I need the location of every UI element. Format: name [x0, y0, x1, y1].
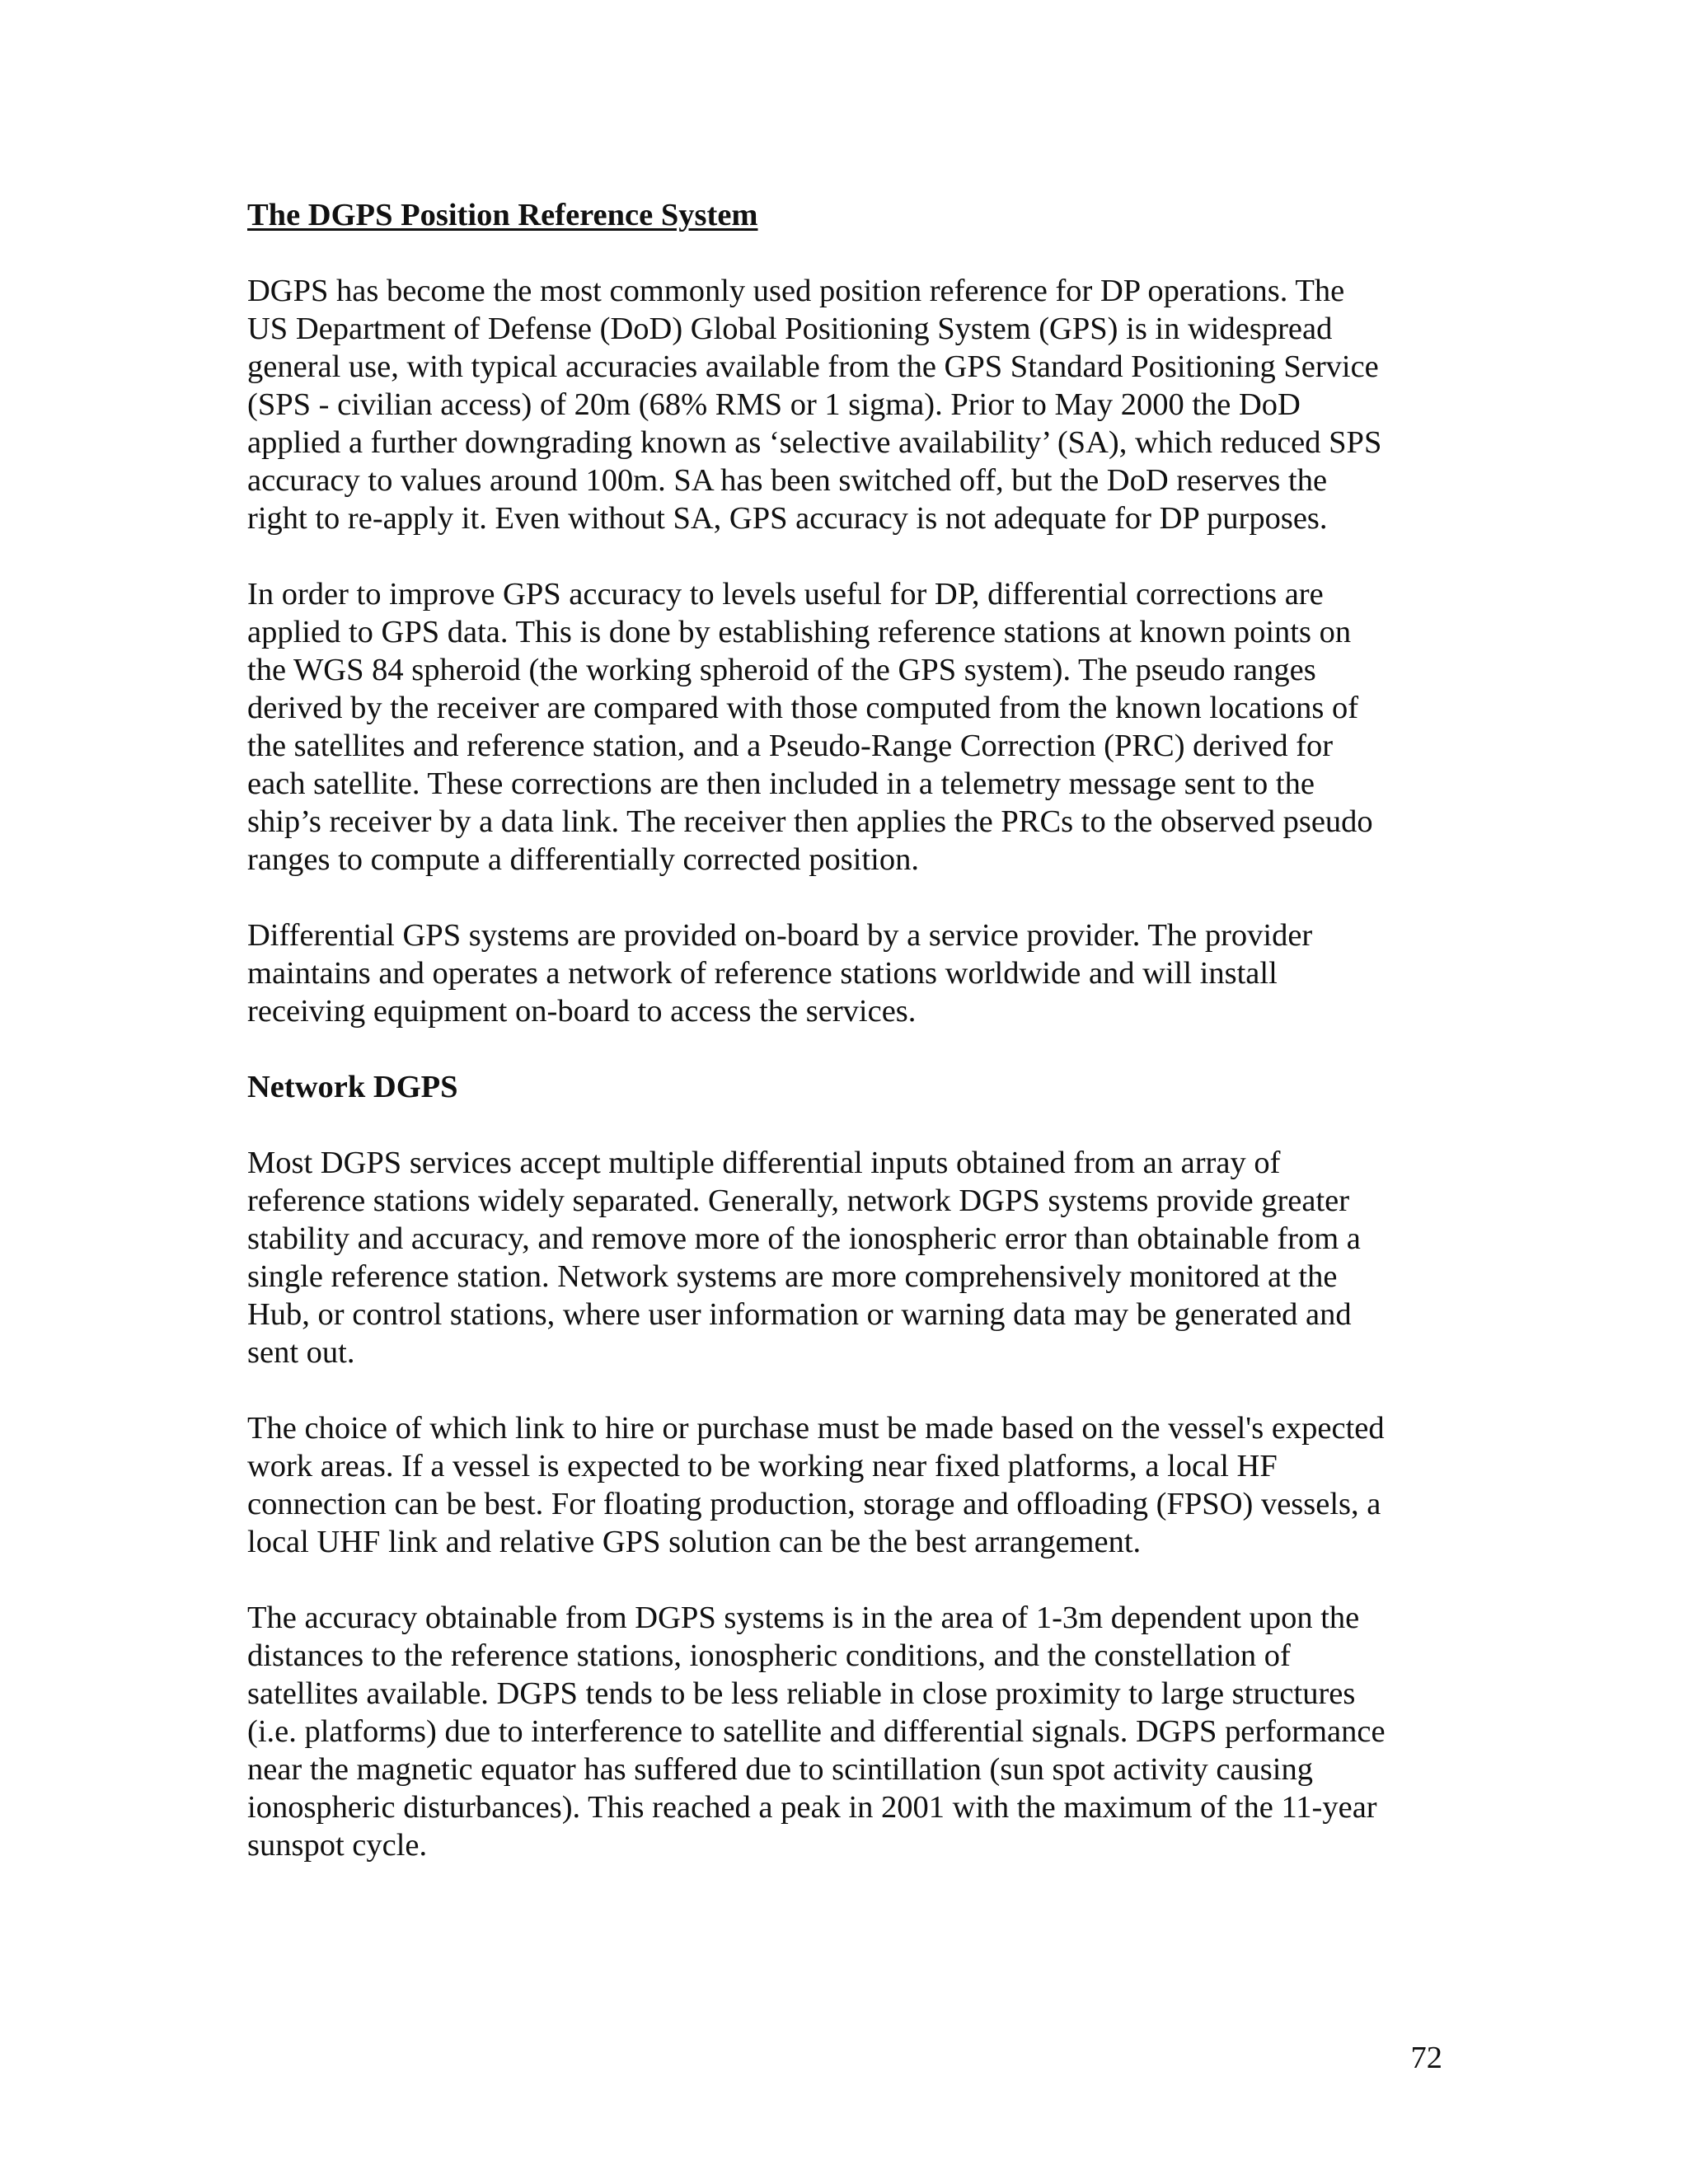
paragraph-line: reference stations widely separated. Generally, network DGPS systems provide greater [247, 1183, 1350, 1218]
paragraph-line: local UHF link and relative GPS solution can be the best arrangement. [247, 1525, 1142, 1559]
paragraph-line: ranges to compute a differentially corrected position. [247, 842, 919, 877]
paragraph-line: work areas. If a vessel is expected to be working near fixed platforms, a local HF [247, 1449, 1278, 1483]
paragraph-line: the WGS 84 spheroid (the working spheroid of the GPS system). The pseudo ranges [247, 653, 1316, 687]
paragraph-line: receiving equipment on-board to access the services. [247, 994, 917, 1029]
section-heading: Network DGPS [247, 1070, 458, 1104]
paragraph-line: sent out. [247, 1335, 355, 1370]
paragraph-line: ionospheric disturbances). This reached a peak in 2001 with the maximum of the 11-year [247, 1790, 1377, 1825]
paragraph-line: right to re-apply it. Even without SA, GPS accuracy is not adequate for DP purposes. [247, 501, 1328, 536]
paragraph [247, 575, 1442, 879]
paragraph-line: In order to improve GPS accuracy to levels useful for DP, differential corrections are [247, 577, 1324, 612]
paragraph-line: (i.e. platforms) due to interference to satellite and differential signals. DGPS performance [247, 1714, 1386, 1749]
paragraph [247, 1144, 1442, 1371]
paragraph-line: The accuracy obtainable from DGPS systems is in the area of 1-3m dependent upon the [247, 1601, 1360, 1635]
paragraph-line: (SPS - civilian access) of 20m (68% RMS or 1 sigma). Prior to May 2000 the DoD [247, 387, 1301, 422]
paragraph-line: near the magnetic equator has suffered due to scintillation (sun spot activity causing [247, 1752, 1313, 1787]
document-body [247, 272, 1442, 1864]
paragraph [247, 916, 1442, 1030]
paragraph-line: US Department of Defense (DoD) Global Positioning System (GPS) is in widespread [247, 312, 1333, 346]
paragraph-line: accuracy to values around 100m. SA has been switched off, but the DoD reserves the [247, 463, 1328, 498]
paragraph-line: applied to GPS data. This is done by establishing reference stations at known points on [247, 615, 1352, 649]
paragraph-line: connection can be best. For floating production, storage and offloading (FPSO) vessels, a [247, 1487, 1381, 1521]
paragraph-line: maintains and operates a network of reference stations worldwide and will install [247, 956, 1278, 991]
paragraph-line: applied a further downgrading known as ‘selective availability’ (SA), which reduced SPS [247, 425, 1382, 460]
paragraph-line: ship’s receiver by a data link. The receiver then applies the PRCs to the observed pseudo [247, 804, 1373, 839]
paragraph-line: Most DGPS services accept multiple differential inputs obtained from an array of [247, 1146, 1281, 1180]
paragraph-line: derived by the receiver are compared with those computed from the known locations of [247, 691, 1359, 725]
paragraph-line: the satellites and reference station, and a Pseudo-Range Correction (PRC) derived for [247, 729, 1334, 763]
paragraph-line: The choice of which link to hire or purchase must be made based on the vessel's expected [247, 1411, 1385, 1446]
paragraph-line: DGPS has become the most commonly used position reference for DP operations. The [247, 274, 1345, 308]
paragraph-line: each satellite. These corrections are then included in a telemetry message sent to the [247, 766, 1315, 801]
document-page [247, 196, 1442, 1864]
paragraph-line: stability and accuracy, and remove more of the ionospheric error than obtainable from a [247, 1221, 1361, 1256]
paragraph [247, 1599, 1442, 1864]
paragraph-line: Differential GPS systems are provided on-board by a service provider. The provider [247, 918, 1313, 953]
paragraph-line: sunspot cycle. [247, 1828, 428, 1863]
paragraph [247, 1409, 1442, 1561]
paragraph [247, 272, 1442, 537]
paragraph-line: Hub, or control stations, where user information or warning data may be generated and [247, 1297, 1352, 1332]
paragraph-line: single reference station. Network systems are more comprehensively monitored at the [247, 1259, 1338, 1294]
paragraph-line: satellites available. DGPS tends to be less reliable in close proximity to large structures [247, 1676, 1356, 1711]
page-number: 72 [1410, 2041, 1442, 2075]
page-title: The DGPS Position Reference System [247, 198, 758, 232]
paragraph-line: general use, with typical accuracies available from the GPS Standard Positioning Service [247, 349, 1379, 384]
paragraph-line: distances to the reference stations, ionospheric conditions, and the constellation of [247, 1638, 1291, 1673]
